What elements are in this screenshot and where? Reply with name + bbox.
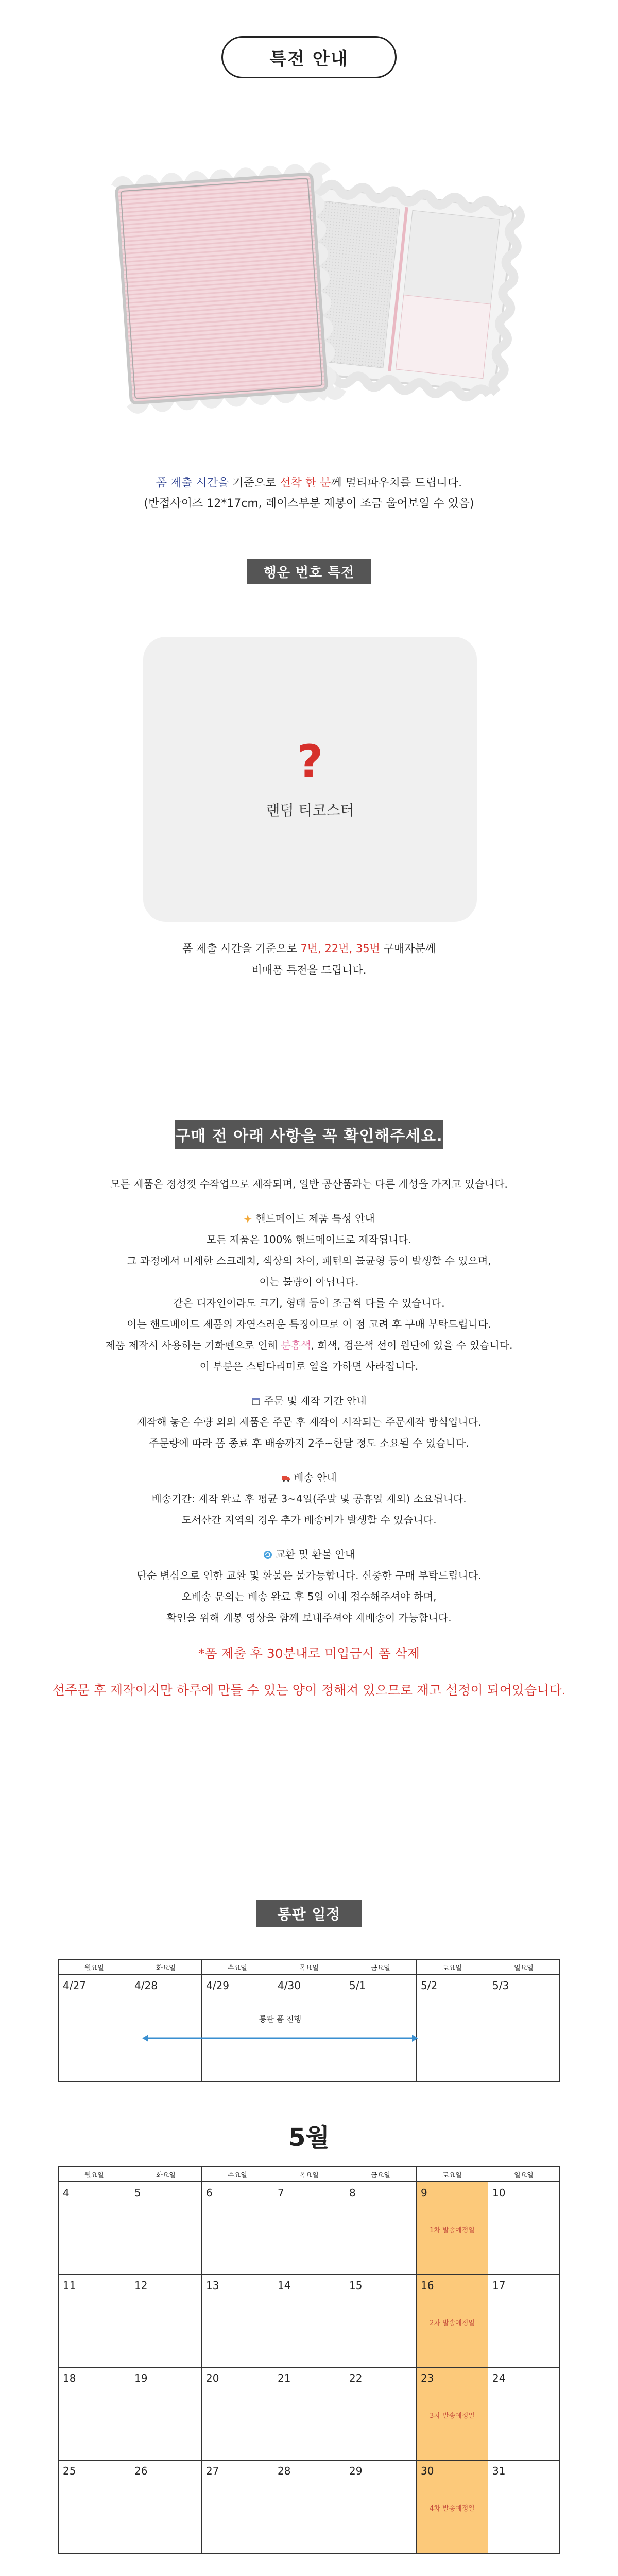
day-number: 8 [349,2187,356,2199]
question-mark: ? [297,735,323,788]
day-cell [130,2182,202,2274]
refund-line: 확인을 위해 개봉 영상을 함께 보내주셔야 재배송이 가능합니다. [166,1612,452,1624]
handmade-line: 이는 핸드메이드 제품의 자연스러운 특징이므로 이 점 고려 후 구매 부탁드립니다. [127,1318,491,1330]
refund-line: 오배송 문의는 배송 완료 후 5일 이내 접수해주셔야 하며, [181,1590,437,1603]
product-caption [0,473,618,514]
caption-text: 께 멀티파우치를 드립니다. [331,477,462,489]
ship-title-text: 배송 안내 [294,1471,337,1484]
week-date-cell: 4/27 [59,1975,130,2081]
lucky-number-band: 행운 번호 특전 [247,559,371,584]
shipping-footer [0,2572,618,2576]
day-cell [130,2275,202,2367]
weekday-label: 일요일 [514,2171,534,2179]
day-number: 12 [134,2279,148,2292]
weekday-label: 토요일 [417,2167,488,2181]
caption-emphasis-time: 폼 제출 시간을 [156,477,229,489]
day-cell [273,2275,345,2367]
shipping-day-cell [417,2368,488,2460]
calendar-week-row [59,2182,559,2275]
week-date-cell: 5/2 [417,1975,488,2081]
order-title-text: 주문 및 제작 기간 안내 [264,1395,367,1407]
week-header [59,1960,559,1975]
month-title: 5월 [288,2123,330,2152]
week-date-cell: 4/30 [273,1975,345,2081]
day-number: 27 [206,2465,219,2477]
calendar-week-row [59,2461,559,2553]
weekday-label: 화요일 [130,2167,202,2181]
caption-text: 기준으로 [229,477,280,489]
ship-line: 도서산간 지역의 경우 추가 배송비가 발생할 수 있습니다. [181,1514,437,1526]
week-date-cell: 5/3 [492,1979,509,1992]
shipping-day-cell [417,2182,488,2274]
weekday-label: 수요일 [202,2167,273,2181]
schedule-band: 통판 일정 [256,1900,362,1927]
handmade-line: 그 과정에서 미세한 스크래치, 색상의 차이, 패턴의 불균형 등이 발생할 수 있으며, [127,1255,491,1267]
handmade-line: 이는 불량이 아닙니다. [259,1276,359,1288]
week-body [59,1975,559,2081]
refresh-icon [263,1550,272,1560]
caption-text: 구매자분께 [380,942,436,955]
day-number: 23 [421,2372,434,2384]
product-caption-line2: (반접사이즈 12*17cm, 레이스부분 재봉이 조금 울어보일 수 있음) [144,497,474,510]
day-number: 18 [63,2372,76,2384]
day-cell [202,2182,273,2274]
day-number: 4 [63,2187,70,2199]
day-number: 11 [63,2279,76,2292]
weekday-label: 수요일 [202,1960,273,1974]
day-cell [59,2275,130,2367]
day-number: 6 [206,2187,213,2199]
handmade-line: 모든 제품은 100% 핸드메이드로 제작됩니다. [206,1233,412,1246]
calendar-week-row [59,2275,559,2368]
ship-label: 2차 발송예정일 [430,2319,475,2327]
order-title [0,1391,618,1412]
day-cell [345,2182,417,2274]
day-number: 16 [421,2279,434,2292]
day-number: 24 [492,2372,506,2384]
day-cell [130,2461,202,2553]
weekday-label: 토요일 [417,1960,488,1974]
refund-title-text: 교환 및 환불 안내 [275,1548,355,1561]
gift-name: 랜덤 티코스터 [266,801,354,819]
day-cell [130,2368,202,2460]
period-label: 통판 폼 진행 [259,2014,301,2024]
page-title: 특전 안내 [221,36,397,78]
refund-line: 단순 변심으로 인한 교환 및 환불은 불가능합니다. 신중한 구매 부탁드립니다. [136,1569,482,1582]
weekday-label: 목요일 [273,2167,345,2181]
week-calendar [58,1959,560,2082]
day-number: 21 [278,2372,291,2384]
day-number: 9 [421,2187,427,2199]
handmade-title [0,1208,618,1229]
notice-section [0,1174,618,1702]
day-number: 30 [421,2465,434,2477]
day-cell [202,2275,273,2367]
day-number: 29 [349,2465,363,2477]
day-number: 10 [492,2187,506,2199]
shipping-day-cell [417,2275,488,2367]
ship-title [0,1467,618,1488]
day-cell [488,2461,559,2553]
day-number: 7 [278,2187,284,2199]
day-number: 17 [492,2279,506,2292]
day-cell [59,2461,130,2553]
warning-stock: 선주문 후 제작이지만 하루에 만들 수 있는 양이 정해져 있으므로 재고 설정이 되어있습니다. [52,1683,566,1698]
gift-caption-line1 [0,938,618,959]
day-cell [273,2182,345,2274]
day-cell [488,2368,559,2460]
ship-label: 1차 발송예정일 [430,2227,475,2234]
handmade-line: 같은 디자인이라도 크기, 형태 등이 조금씩 다를 수 있습니다. [173,1297,445,1309]
day-cell [273,2368,345,2460]
day-number: 25 [63,2465,76,2477]
notice-intro: 모든 제품은 정성껏 수작업으로 제작되며, 일반 공산품과는 다른 개성을 가지고 있습니다. [110,1178,508,1190]
day-cell [345,2461,417,2553]
gift-caption-line2: 비매품 특전을 드립니다. [251,964,367,976]
pen-text: 제품 제작시 사용하는 기화펜으로 인해 [105,1339,281,1351]
weekday-label: 화요일 [130,1960,202,1974]
day-cell [345,2368,417,2460]
pen-line-2: 이 부분은 스팀다리미로 열을 가하면 사라집니다. [199,1360,419,1372]
month-calendar [58,2166,560,2554]
day-number: 15 [349,2279,363,2292]
pink-word: 분홍색 [281,1339,311,1351]
sparkle-icon [243,1214,252,1224]
day-number: 26 [134,2465,148,2477]
day-cell [59,2368,130,2460]
notice-band: 구매 전 아래 사항을 꼭 확인해주세요. [175,1120,443,1149]
handmade-title-text: 핸드메이드 제품 특성 안내 [255,1212,375,1225]
day-number: 19 [134,2372,148,2384]
day-cell [488,2275,559,2367]
order-line: 주문량에 따라 폼 종료 후 배송까지 2주~한달 정도 소요될 수 있습니다. [149,1437,469,1449]
week-date-cell: 4/29 [202,1975,273,2081]
month-header [59,2167,559,2182]
warning-unpaid: *폼 제출 후 30분내로 미입금시 폼 삭제 [198,1646,420,1661]
period-arrow [141,2032,419,2044]
day-number: 14 [278,2279,291,2292]
weekday-label: 월요일 [59,1960,130,1974]
day-cell [202,2461,273,2553]
truck-icon [281,1473,290,1483]
day-number: 22 [349,2372,363,2384]
multi-pouch-image [103,118,525,453]
weekday-label: 금요일 [345,2167,417,2181]
footer-line [0,2572,618,2576]
calendar-icon [251,1397,261,1406]
weekday-label: 금요일 [345,1960,417,1974]
ship-label: 3차 발송예정일 [430,2412,475,2420]
weekday-label: 월요일 [59,2167,130,2181]
day-number: 5 [134,2187,141,2199]
ship-line: 배송기간: 제작 완료 후 평균 3~4일(주말 및 공휴일 제외) 소요됩니다. [151,1493,467,1505]
day-cell [59,2182,130,2274]
pen-line [0,1335,618,1356]
shipping-day-cell [417,2461,488,2553]
day-cell [488,2182,559,2274]
day-number: 31 [492,2465,506,2477]
week-date-cell: 5/1 [345,1975,417,2081]
gift-card [143,637,477,922]
day-number: 20 [206,2372,219,2384]
day-cell [273,2461,345,2553]
weekday-label: 일요일 [514,1964,534,1972]
day-number: 28 [278,2465,291,2477]
ship-label: 4차 발송예정일 [430,2505,475,2513]
day-cell [345,2275,417,2367]
pen-text: , 회색, 검은색 선이 원단에 있을 수 있습니다. [311,1339,513,1351]
product-caption-line1 [0,473,618,494]
caption-text: 폼 제출 시간을 기준으로 [182,942,301,955]
order-line: 제작해 놓은 수량 외의 제품은 주문 후 제작이 시작되는 주문제작 방식입니다. [136,1416,482,1428]
calendar-week-row [59,2368,559,2461]
caption-emphasis-first: 선착 한 분 [280,477,331,489]
weekday-label: 목요일 [273,1960,345,1974]
refund-title [0,1544,618,1565]
lucky-numbers: 7번, 22번, 35번 [300,942,380,955]
day-cell [202,2368,273,2460]
week-date-cell: 4/28 [130,1975,202,2081]
gift-caption [0,938,618,981]
day-number: 13 [206,2279,219,2292]
